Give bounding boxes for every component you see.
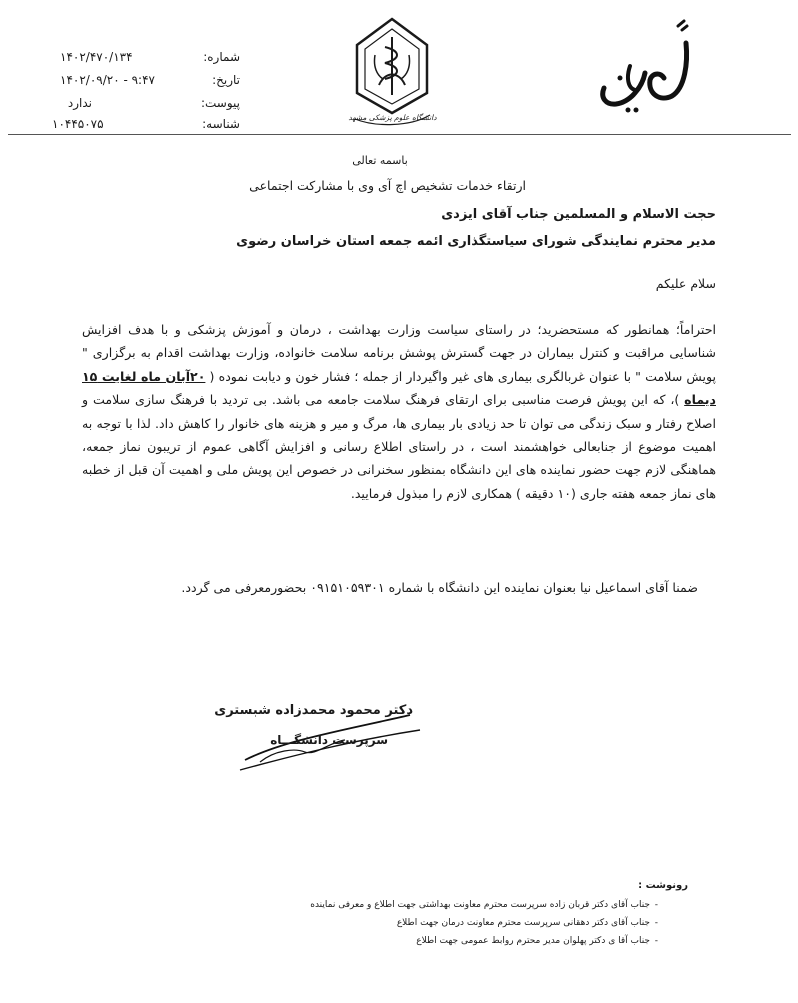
meta-number-label: شماره: xyxy=(203,50,240,64)
recipient-position: مدیر محترم نمایندگی شورای سیاستگذاری ائمه جمعه استان خراسان رضوی xyxy=(236,234,716,249)
meta-number-value: ۱۴۰۲/۴۷۰/۱۳۴ xyxy=(60,50,133,64)
cc-item: جناب آقای دکتر قربان زاده سرپرست محترم معاونت بهداشتی جهت اطلاع و معرفی نماینده xyxy=(310,900,650,910)
letter-paragraph-representative: ضمنا آقای اسماعیل نیا بعنوان نماینده این دانشگاه با شماره ۰۹۱۵۱۰۵۹۳۰۱ بحضورمعرفی می گردد. xyxy=(181,580,698,595)
university-emblem xyxy=(345,15,440,130)
signatory-title: سرپرست دانشگـــاه xyxy=(270,733,388,747)
paragraph-text-b: )، که این پویش فرصت مناسبی برای ارتقای فرهنگ سلامت جامعه می باشد. بی تردید با فرهنگ سازی سلامت و اصلاح رفتار و سبک زندگی می توان تا حد زیادی بار بیماری ها، مرگ و میر و هزینه های خانوار را کاهش داد. لذا با توجه به اهمیت موضوع از جنابعالی خواهشمند است ، در راستای اطلاع رسانی و افزایش آگاهی عموم از تریبون نماز جمعه، هماهنگی لازم جهت حضور نماینده های این دانشگاه بمنظور سخنرانی در خصوص این پویش ملی و اهمیت آن قبل از خطبه های نماز جمعه هفته جاری (۱۰ دقیقه ) همکاری لازم را مبذول فرمایید. xyxy=(82,392,716,501)
cc-item: جناب آقا ی دکتر پهلوان مدیر محترم روابط عمومی جهت اطلاع xyxy=(416,936,650,946)
meta-id-label: شناسه: xyxy=(202,117,240,131)
invocation: باسمه تعالی xyxy=(352,154,408,167)
cc-bullet: - xyxy=(654,900,658,910)
cc-heading: رونوشت : xyxy=(638,880,688,891)
header-divider xyxy=(8,134,791,135)
meta-attachment-label: پیوست: xyxy=(200,96,240,110)
cc-bullet: - xyxy=(654,936,658,946)
signatory-name: دکتر محمود محمدزاده شبستری xyxy=(214,703,413,718)
emblem-caption: دانشگاه علوم پزشکی مشهد xyxy=(348,113,437,122)
campaign-dates: ۲۰آبان ماه لغایت ۱۵ دیماه xyxy=(82,368,716,408)
letter-paragraph-main xyxy=(82,318,716,505)
meta-date-label: تاریخ: xyxy=(212,73,240,87)
greeting: سلام علیکم xyxy=(655,276,716,291)
meta-id-value: ۱۰۴۴۵۰۷۵ xyxy=(52,117,104,131)
brand-logo xyxy=(590,18,700,118)
cc-item: جناب آقای دکتر دهقانی سرپرست محترم معاونت درمان جهت اطلاع xyxy=(396,918,650,928)
meta-attachment-value: ندارد xyxy=(67,96,92,110)
cc-bullet: - xyxy=(654,918,658,928)
meta-date-value: ۱۴۰۲/۰۹/۲۰ - ۹:۴۷ xyxy=(60,73,155,87)
letter-subject: ارتقاء خدمات تشخیص اچ آی وی با مشارکت اجتماعی xyxy=(249,178,526,193)
recipient-name: حجت الاسلام و المسلمین جناب آقای ایزدی xyxy=(441,207,716,222)
paragraph-text-a: احتراماً؛ همانطور که مستحضرید؛ در راستای سیاست وزارت بهداشت ، درمان و آموزش پزشکی و با هدف افزایش شناسایی مراقبت و کنترل بیماران در جهت گسترش پوشش برنامه سلامت خانواده، وزارت بهداشت اقدام به برگزاری " پویش سلامت " با عنوان غربالگری بیماری های غیر واگیردار از جمله ؛ فشار خون و دیابت نموده ( xyxy=(82,322,716,384)
